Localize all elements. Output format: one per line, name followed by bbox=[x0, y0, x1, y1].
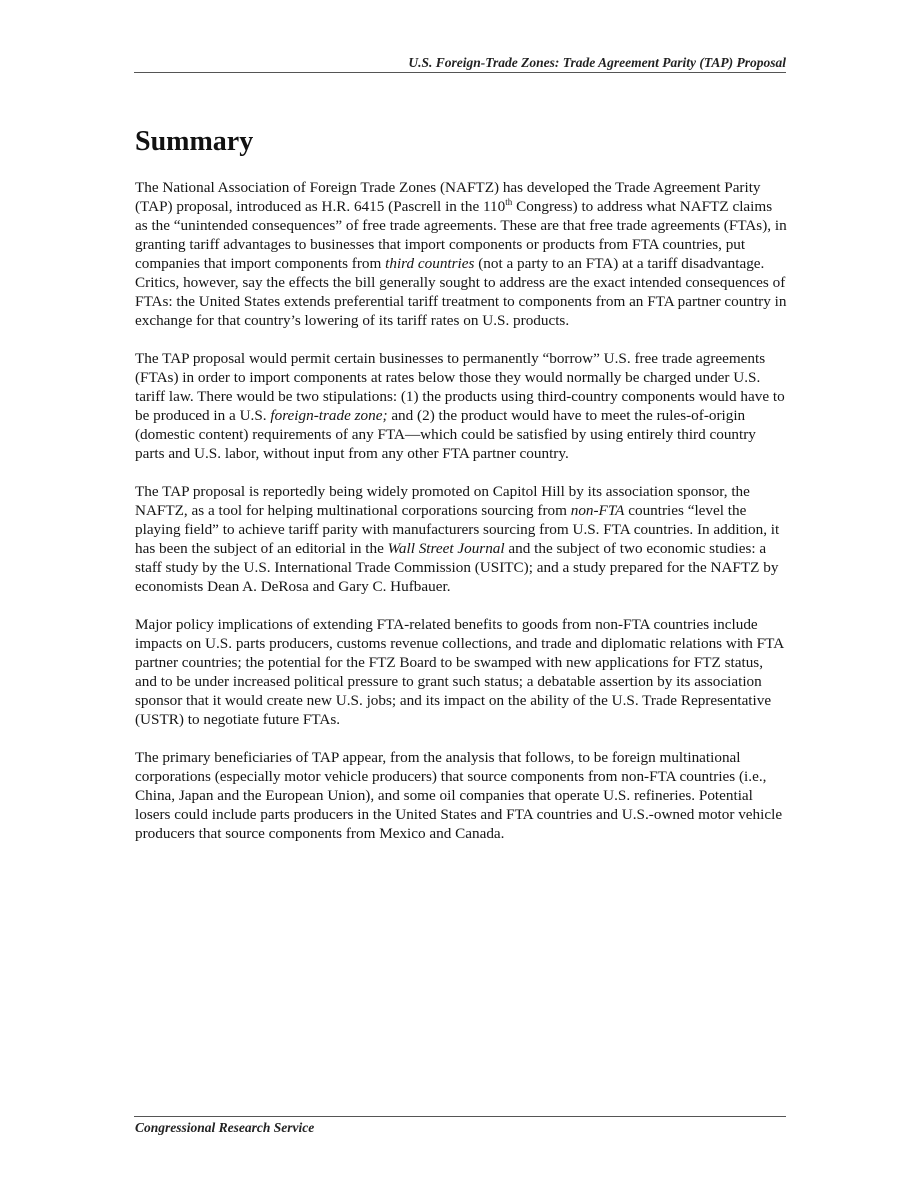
paragraph-5: The primary beneficiaries of TAP appear, from the analysis that follows, to be foreign multinational corporations (especially motor vehicle producers) that source components from non-FTA countries (i.e., China, Japan and the European Union), and some oil companies that operate U.S. refineries. Potential losers could include parts producers in the United States and FTA countries and U.S.-owned motor vehicle producers that source components from Mexico and Canada. bbox=[135, 749, 783, 842]
paragraph-1-text-b: Congress) to address what NAFTZ claims as the “unintended consequences” of free trade agreements. These are that free trade agreements (FTAs), in granting tariff advantages to businesses that import components or products from FTA countries, put companies that import components from bbox=[135, 198, 787, 272]
italic-wall-street-journal: Wall Street Journal bbox=[387, 540, 505, 557]
running-header: U.S. Foreign-Trade Zones: Trade Agreement Parity (TAP) Proposal bbox=[408, 55, 786, 70]
paragraph-4: Major policy implications of extending FTA-related benefits to goods from non-FTA countries include impacts on U.S. parts producers, customs revenue collections, and trade and diplomatic relations with FTA partner countries; the potential for the FTZ Board to be swamped with new applications for FTZ status, and to be under increased political pressure to grant such status; a debatable assertion by its association sponsor that it would create new U.S. jobs; and its impact on the ability of the U.S. Trade Representative (USTR) to negotiate future FTAs. bbox=[135, 616, 784, 728]
italic-third-countries: third countries bbox=[385, 255, 475, 272]
paragraph-1-text-c: (not a party to an FTA) at a tariff disadvantage. Critics, however, say the effects the bill generally sought to address are the exact intended consequences of FTAs: the United States extends preferential tariff treatment to components from an FTA partner country in exchange for that country’s lowering of its tariff rates on U.S. products. bbox=[135, 255, 787, 329]
summary-body bbox=[135, 178, 787, 862]
italic-non-fta: non-FTA bbox=[570, 502, 625, 519]
italic-foreign-trade-zone: foreign-trade zone; bbox=[270, 407, 388, 424]
running-footer: Congressional Research Service bbox=[135, 1120, 315, 1135]
superscript-th: th bbox=[505, 196, 513, 207]
paragraph-3 bbox=[135, 482, 787, 596]
footer-divider bbox=[134, 1116, 786, 1117]
page-title: Summary bbox=[135, 126, 254, 157]
paragraph-3-text-c: and the subject of two economic studies: a staff study by the U.S. International Trade Commission (USITC); and a study prepared for the NAFTZ by economists Dean A. DeRosa and Gary C. Hufbauer. bbox=[135, 540, 779, 595]
paragraph-1 bbox=[135, 178, 787, 330]
paragraph-2-text-a: The TAP proposal would permit certain businesses to permanently “borrow” U.S. free trade agreements (FTAs) in order to import components at rates below those they would normally be charged under U.S. tariff law. There would be two stipulations: (1) the products using third-country components would have to be produced in a U.S. bbox=[135, 350, 785, 424]
paragraph-2-text-b: and (2) the product would have to meet the rules-of-origin (domestic content) requirements of any FTA—which could be satisfied by using entirely third country parts and U.S. labor, without input from any other FTA partner country. bbox=[135, 407, 756, 462]
paragraph-3-text-a: The TAP proposal is reportedly being widely promoted on Capitol Hill by its association sponsor, the NAFTZ, as a tool for helping multinational corporations sourcing from bbox=[135, 483, 750, 519]
paragraph-3-text-b: countries “level the playing field” to achieve tariff parity with manufacturers sourcing from U.S. FTA countries. In addition, it has been the subject of an editorial in the bbox=[135, 502, 780, 557]
header-divider bbox=[134, 72, 786, 73]
paragraph-2 bbox=[135, 349, 787, 463]
paragraph-1-text-a: The National Association of Foreign Trade Zones (NAFTZ) has developed the Trade Agreement Parity (TAP) proposal, introduced as H.R. 6415 (Pascrell in the 110 bbox=[135, 179, 761, 215]
